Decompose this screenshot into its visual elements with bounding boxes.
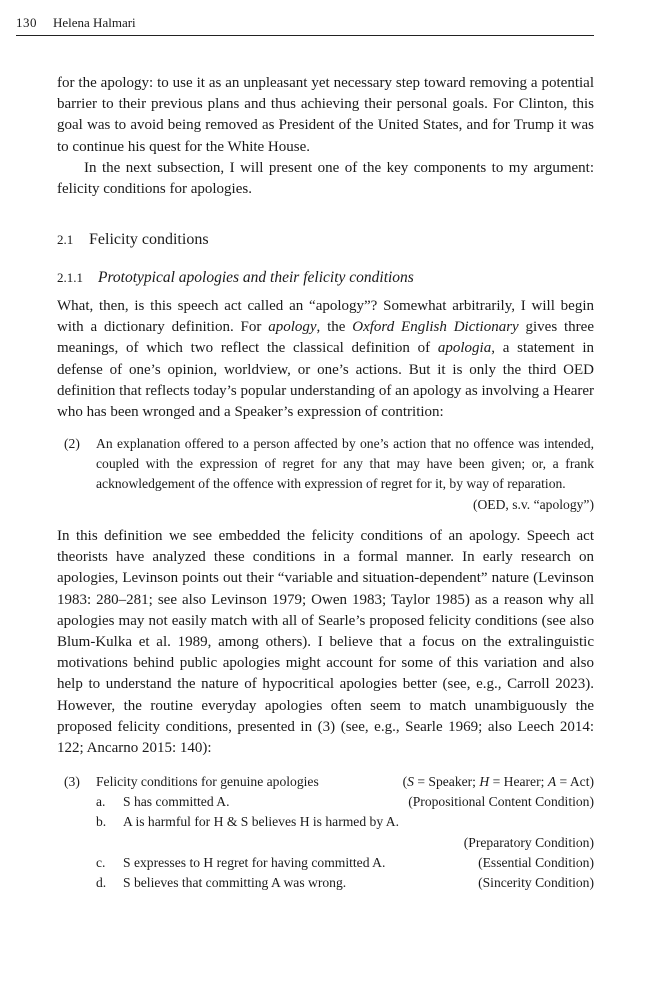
text-run: , a statement in defense of one’s opinion, worldview, or one’s actions. But it is only the third OED definition that reflects today’s popular understanding of an apology as involving a Hearer who has been wronged and a Speaker’s expression of contrition: [57, 340, 594, 421]
item-text: S expresses to H regret for having committed A. [123, 854, 386, 870]
italic-term: apology [268, 319, 317, 336]
example-number: (3) [64, 774, 80, 789]
text-run: What, then, is this speech act called an “apology”? Somewhat arbitrarily, I will begin with a dictionary definition. For [57, 298, 594, 336]
item-condition: (Propositional Content Condition) [408, 794, 594, 810]
example-text: An explanation offered to a person affected by one’s action that no offence was intended, coupled with the expression of regret for any that may have been given; or, a frank acknowledgement of the offence with expression of regret for it, by way of reparation. [96, 436, 594, 492]
condition-row-b-cont [64, 833, 594, 853]
intro-block [57, 73, 594, 200]
item-text: S believes that committing A was wrong. [123, 874, 347, 890]
condition-row-b [64, 812, 594, 832]
author-name: Helena Halmari [53, 15, 136, 30]
item-text: A is harmful for H & S believes H is harmed by A. [123, 814, 399, 830]
text-run: gives three meanings, of which two reflect the classical definition of [57, 319, 594, 357]
section-number: 2.1 [57, 232, 74, 247]
item-letter: c. [96, 854, 106, 870]
subsection-title: Prototypical apologies and their felicity conditions [98, 269, 414, 286]
italic-title: Oxford English Dictionary [352, 319, 519, 336]
section-heading [57, 230, 209, 250]
paragraph-intro: for the apology: to use it as an unpleasant yet necessary step toward removing a potential barrier to their previous plans and thus achieving their personal goals. For Clinton, this goal was to avoid being removed as President of the United States, and for Trump it was to continue his quest for the White House. [57, 75, 594, 155]
item-condition: (Preparatory Condition) [463, 834, 594, 850]
subsection-number: 2.1.1 [57, 270, 83, 285]
italic-term: apologia [437, 340, 492, 357]
paragraph-what [57, 296, 594, 423]
condition-row-a [64, 792, 594, 812]
example-2 [64, 434, 594, 515]
item-letter: d. [96, 874, 107, 890]
example-3 [64, 772, 594, 893]
condition-row-c [64, 853, 594, 873]
example-3-legend: (S = Speaker; H = Hearer; A = Act) [402, 774, 594, 789]
page-number: 130 [16, 15, 37, 30]
running-head [16, 14, 594, 36]
paragraph-next: In the next subsection, I will present one of the key components to my argument: felicity conditions for apologies. [57, 159, 594, 198]
item-letter: b. [96, 814, 107, 830]
paragraph-definition-text: In this definition we see embedded the felicity conditions of an apology. Speech act theorists have analyzed these conditions in a formal manner. In early research on apologies, Levinson points out their “variable and situation-dependent” nature (Levinson 1983: 280–281; see also Levinson 1979; Owen 1983; Taylor 1985) as a reason why all apologies may not easily match with all of Searle’s proposed felicity conditions (see also Blum-Kulka et al. 1989, among others). I believe that a focus on the extralinguistic motivations behind public apologies might account for some of this variation and also help to understand the nature of hypocritical apologies better (see, e.g., Carroll 2023). However, the routine everyday apologies often seem to match unambiguously the proposed felicity conditions, presented in (3) (see, e.g., Searle 1969; also Leech 2014: 122; Ancarno 2015: 140): [57, 528, 594, 757]
subsection-heading [57, 268, 414, 288]
paragraph-definition [57, 526, 594, 759]
item-text: S has committed A. [123, 794, 230, 810]
example-number: (2) [64, 436, 80, 451]
example-source: (OED, s.v. “apology”) [472, 496, 594, 512]
text-run: , the [316, 319, 353, 336]
example-3-title: Felicity conditions for genuine apologies [96, 774, 319, 789]
condition-row-d [64, 873, 594, 893]
item-condition: (Sincerity Condition) [478, 874, 594, 890]
item-condition: (Essential Condition) [478, 854, 594, 870]
example-3-header [64, 772, 594, 792]
item-letter: a. [96, 794, 106, 810]
section-title: Felicity conditions [89, 231, 209, 248]
